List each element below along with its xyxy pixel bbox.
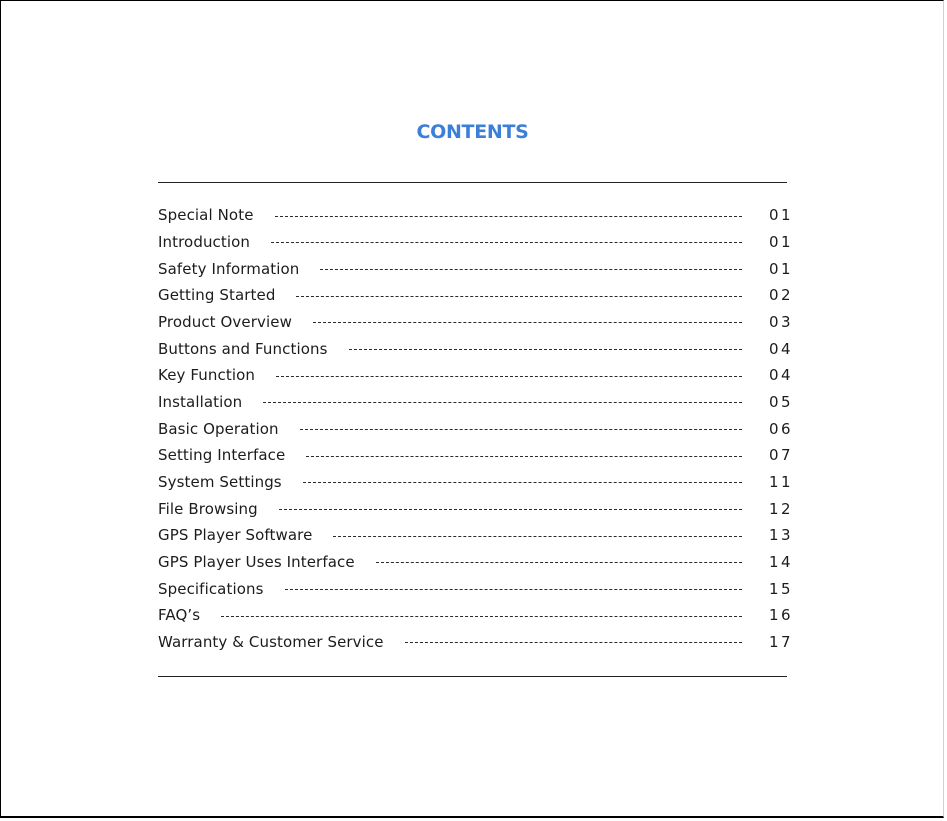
dotted-leader bbox=[333, 536, 742, 537]
toc-entry-label: Safety Information bbox=[158, 259, 300, 278]
toc-entry-gps-player-software[interactable] bbox=[158, 522, 794, 549]
toc-entry-label: Getting Started bbox=[158, 286, 276, 305]
dotted-leader bbox=[263, 402, 742, 403]
toc-page-number: 17 bbox=[769, 632, 794, 651]
toc-entry-label: GPS Player Software bbox=[158, 526, 313, 545]
dotted-leader bbox=[303, 482, 742, 483]
toc-entry-label: System Settings bbox=[158, 472, 282, 491]
dotted-leader bbox=[405, 642, 742, 643]
toc-entry-label: Product Overview bbox=[158, 312, 292, 331]
toc-page-number: 04 bbox=[769, 366, 794, 385]
toc-page-number: 14 bbox=[769, 552, 794, 571]
dotted-leader bbox=[306, 456, 742, 457]
toc-page-number: 12 bbox=[769, 499, 794, 518]
toc-page-number: 13 bbox=[769, 526, 794, 545]
toc-entry-safety-information[interactable] bbox=[158, 255, 794, 282]
toc-page-number: 01 bbox=[769, 232, 794, 251]
toc-entry-warranty-customer-service[interactable] bbox=[158, 629, 794, 656]
toc-entry-label: FAQ’s bbox=[158, 606, 201, 625]
dotted-leader bbox=[271, 242, 742, 243]
toc-page-number: 15 bbox=[769, 579, 794, 598]
toc-entry-label: File Browsing bbox=[158, 499, 258, 518]
dotted-leader bbox=[300, 429, 742, 430]
toc-page-number: 07 bbox=[769, 446, 794, 465]
toc-entry-label: Key Function bbox=[158, 366, 255, 385]
dotted-leader bbox=[313, 322, 742, 323]
dotted-leader bbox=[320, 269, 742, 270]
dotted-leader bbox=[349, 349, 742, 350]
toc-page-number: 01 bbox=[769, 259, 794, 278]
toc-entry-label: Special Note bbox=[158, 206, 254, 225]
dotted-leader bbox=[221, 616, 742, 617]
dotted-leader bbox=[285, 589, 742, 590]
toc-entry-label: Installation bbox=[158, 392, 243, 411]
toc-page-number: 06 bbox=[769, 419, 794, 438]
toc-entry-system-settings[interactable] bbox=[158, 469, 794, 496]
toc-entry-gps-player-uses-interface[interactable] bbox=[158, 549, 794, 576]
toc-entry-specifications[interactable] bbox=[158, 575, 794, 602]
toc-entry-label: Introduction bbox=[158, 232, 251, 251]
contents-title: CONTENTS bbox=[416, 121, 529, 143]
toc-entry-setting-interface[interactable] bbox=[158, 442, 794, 469]
toc-entry-installation[interactable] bbox=[158, 389, 794, 416]
bottom-divider bbox=[158, 676, 787, 677]
toc-entry-label: Basic Operation bbox=[158, 419, 279, 438]
toc-page-number: 04 bbox=[769, 339, 794, 358]
toc-entry-product-overview[interactable] bbox=[158, 309, 794, 336]
toc-page-number: 03 bbox=[769, 312, 794, 331]
toc-entry-getting-started[interactable] bbox=[158, 282, 794, 309]
dotted-leader bbox=[376, 562, 742, 563]
toc-entry-special-note[interactable] bbox=[158, 202, 794, 229]
toc-entry-label: Specifications bbox=[158, 579, 264, 598]
toc-page-number: 11 bbox=[769, 472, 794, 491]
toc-entry-basic-operation[interactable] bbox=[158, 415, 794, 442]
toc-entry-file-browsing[interactable] bbox=[158, 495, 794, 522]
top-divider bbox=[158, 182, 787, 183]
toc-entry-introduction[interactable] bbox=[158, 229, 794, 256]
toc-entry-label: Buttons and Functions bbox=[158, 339, 328, 358]
toc-page-number: 16 bbox=[769, 606, 794, 625]
toc-page-number: 05 bbox=[769, 392, 794, 411]
dotted-leader bbox=[279, 509, 742, 510]
toc-entry-label: GPS Player Uses Interface bbox=[158, 552, 355, 571]
toc-entry-faqs[interactable] bbox=[158, 602, 794, 629]
toc-entry-key-function[interactable] bbox=[158, 362, 794, 389]
toc-page-number: 01 bbox=[769, 206, 794, 225]
dotted-leader bbox=[275, 216, 742, 217]
dotted-leader bbox=[276, 376, 742, 377]
table-of-contents bbox=[158, 202, 794, 655]
toc-page-number: 02 bbox=[769, 286, 794, 305]
toc-entry-label: Setting Interface bbox=[158, 446, 286, 465]
toc-entry-label: Warranty & Customer Service bbox=[158, 632, 384, 651]
dotted-leader bbox=[296, 296, 742, 297]
toc-entry-buttons-and-functions[interactable] bbox=[158, 335, 794, 362]
